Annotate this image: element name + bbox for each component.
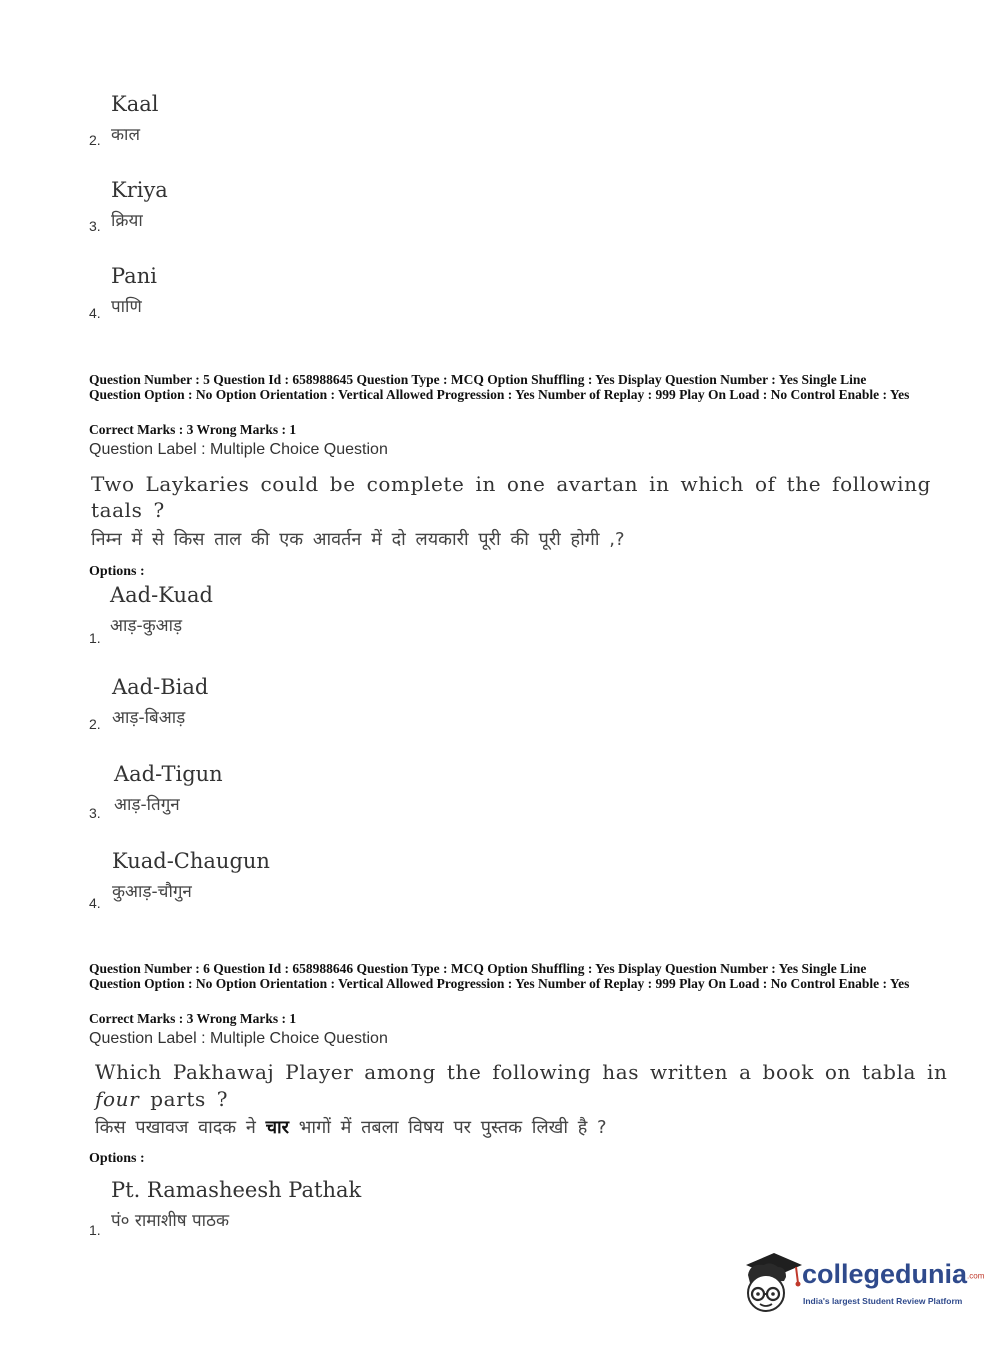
question-meta: Question Number : 5 Question Id : 658988645 Question Type : MCQ Option Shuffling : Yes Display Question Number : Yes Single Line Question Option : No Option Orientation : Vertical Allowed Progression : Yes Number of Replay : 999 Play On Load : No Control Enable : Yes <box>89 372 910 402</box>
question-text-hi-a: किस पखावज वादक ने <box>95 1117 256 1138</box>
options-heading: Options : <box>89 564 145 579</box>
option-number: 4. <box>89 895 101 911</box>
option-number: 1. <box>89 1222 101 1238</box>
question-text-en: Which Pakhawaj Player among the following has written a book on tabla in <box>95 1060 948 1084</box>
question-text-en-cont: taals ? <box>91 498 165 522</box>
option-hi: पं० रामाशीष पाठक <box>111 1211 230 1231</box>
option-hi: आड़-कुआड़ <box>110 616 183 636</box>
question-text-en-cont <box>95 1087 228 1111</box>
options-heading: Options : <box>89 1151 145 1166</box>
collegedunia-logo <box>740 1249 985 1313</box>
option-hi: आड़-तिगुन <box>114 795 180 815</box>
option-en: Aad-Tigun <box>114 762 223 786</box>
option-en: Aad-Biad <box>112 675 209 699</box>
option-en: Kuad-Chaugun <box>112 849 270 873</box>
option-en: Kriya <box>111 178 168 202</box>
option-number: 2. <box>89 132 101 148</box>
option-number: 4. <box>89 305 101 321</box>
logo-wordmark <box>802 1259 984 1290</box>
option-hi: पाणि <box>111 297 142 317</box>
question-meta: Question Number : 6 Question Id : 658988646 Question Type : MCQ Option Shuffling : Yes Display Question Number : Yes Single Line Question Option : No Option Orientation : Vertical Allowed Progression : Yes Number of Replay : 999 Play On Load : No Control Enable : Yes <box>89 961 910 991</box>
option-number: 2. <box>89 716 101 732</box>
mascot-icon <box>740 1249 802 1313</box>
logo-name: collegedunia <box>802 1259 968 1289</box>
question-text-hi-b: भागों में तबला विषय पर पुस्तक लिखी है ? <box>298 1117 607 1138</box>
question-label: Question Label : Multiple Choice Question <box>89 441 388 458</box>
option-en: Kaal <box>111 92 159 116</box>
option-hi: कुआड़-चौगुन <box>112 882 192 902</box>
option-en: Pt. Ramasheesh Pathak <box>111 1178 362 1202</box>
logo-tagline: India's largest Student Review Platform <box>803 1296 963 1306</box>
option-en: Aad-Kuad <box>110 583 213 607</box>
question-label: Question Label : Multiple Choice Question <box>89 1030 388 1047</box>
question-text-hi-bold: चार <box>265 1117 290 1138</box>
option-number: 1. <box>89 630 101 646</box>
question-marks: Correct Marks : 3 Wrong Marks : 1 <box>89 422 297 437</box>
question-text-hi <box>95 1115 607 1139</box>
question-text-rest: parts ? <box>150 1087 229 1111</box>
logo-suffix: .com <box>967 1271 985 1281</box>
option-en: Pani <box>111 264 157 288</box>
question-text-hi: निम्न में से किस ताल की एक आवर्तन में दो लयकारी पूरी की पूरी होगी ,? <box>91 529 625 550</box>
question-marks: Correct Marks : 3 Wrong Marks : 1 <box>89 1011 297 1026</box>
emphasis-text: four <box>95 1087 140 1111</box>
option-hi: काल <box>111 125 140 145</box>
option-hi: क्रिया <box>111 211 143 231</box>
question-text-en: Two Laykaries could be complete in one avartan in which of the following <box>91 472 931 496</box>
option-number: 3. <box>89 805 101 821</box>
option-number: 3. <box>89 218 101 234</box>
option-hi: आड़-बिआड़ <box>112 708 186 728</box>
